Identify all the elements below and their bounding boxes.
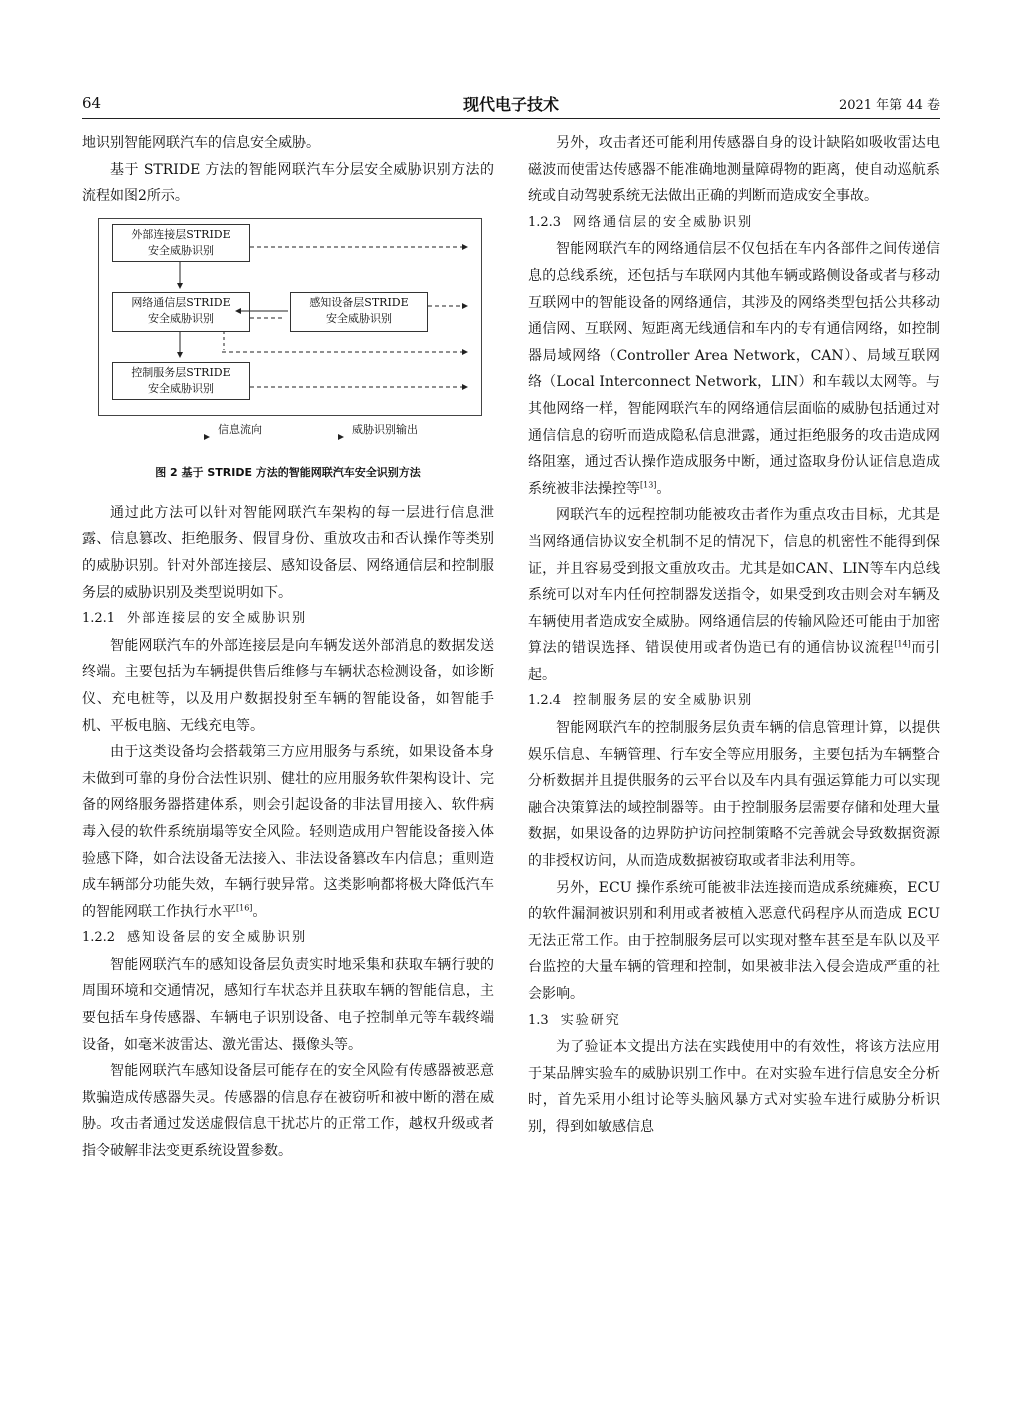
- paragraph: 地识别智能网联汽车的信息安全威胁。: [82, 135, 320, 151]
- section-number: 1.2.2: [82, 930, 116, 946]
- box-label: 安全威胁识别: [326, 311, 392, 325]
- section-number: 1.3: [528, 1012, 549, 1028]
- box-label: 控制服务层STRIDE: [131, 365, 231, 379]
- section-heading: [528, 210, 940, 237]
- box-sensing-layer: [290, 292, 428, 332]
- box-label: 安全威胁识别: [148, 311, 214, 325]
- box-network-layer: [112, 292, 250, 332]
- paragraph-text: 。: [656, 480, 671, 497]
- paragraph: [82, 739, 494, 925]
- paragraph-text: 由于这类设备均会搭载第三方应用服务与系统，如果设备本身未做到可靠的身份合法性识别、健壮的应用服务软件架构设计、完备的网络服务器搭建体系，则会引起设备的非法冒用接入、软件病毒入侵的软件系统崩塌等安全风险。轻则造成用户智能设备接入体验感下降，如合法设备无法接入、非法设备篡改车内信息；重则造成车辆部分功能失效，车辆行驶异常。这类影响都将极大降低汽车的智能网联工作执行水平: [82, 744, 494, 920]
- citation: [13]: [640, 480, 657, 490]
- paragraph: 为了验证本文提出方法在实践使用中的有效性，将该方法应用于某品牌实验车的威胁识别工作中。在对实验车进行信息安全分析时，首先采用小组讨论等头脑风暴方式对实验车进行威胁分析识别，得到如敏感信息: [528, 1039, 940, 1135]
- paragraph: 另外，ECU 操作系统可能被非法连接而造成系统瘫痪，ECU 的软件漏洞被识别和利用或者被植入恶意代码程序从而造成 ECU 无法正常工作。由于控制服务层可以实现对整车甚至是车队以及平台监控的大量车辆的管理和控制，如果被非法入侵会造成严重的社会影响。: [528, 879, 940, 1002]
- paragraph: 智能网联汽车的感知设备层负责实时地采集和获取车辆行驶的周围环境和交通情况，感知行车状态并且获取车辆的智能信息，主要包括车身传感器、车辆电子识别设备、电子控制单元等车载终端设备，如毫米波雷达、激光雷达、摄像头等。: [82, 956, 494, 1053]
- right-column: [528, 130, 940, 1141]
- section-number: 1.2.1: [82, 611, 116, 627]
- section-title: 网络通信层的安全威胁识别: [573, 214, 754, 230]
- journal-title: 现代电子技术: [462, 95, 559, 114]
- paragraph: 另外，攻击者还可能利用传感器自身的设计缺陷如吸收雷达电磁波而使雷达传感器不能准确地测量障碍物的距离，使自动巡航系统或自动驾驶系统无法做出正确的判断而造成安全事故。: [528, 135, 940, 205]
- section-heading: [82, 606, 494, 633]
- paragraph-text: 。: [252, 903, 267, 920]
- box-label: 外部连接层STRIDE: [131, 227, 231, 241]
- box-control-layer: [112, 362, 250, 400]
- citation: [16]: [236, 903, 253, 913]
- citation: [14]: [894, 639, 911, 649]
- header-rule: [82, 118, 940, 119]
- section-number: 1.2.3: [528, 214, 562, 230]
- box-label: 感知设备层STRIDE: [309, 295, 409, 309]
- issue-label: 2021 年第 44 卷: [838, 98, 940, 113]
- paragraph: 基于 STRIDE 方法的智能网联汽车分层安全威胁识别方法的流程如图2所示。: [82, 161, 494, 205]
- box-label: 安全威胁识别: [148, 381, 214, 395]
- section-heading: [528, 1008, 940, 1035]
- section-title: 实验研究: [560, 1012, 621, 1028]
- section-title: 控制服务层的安全威胁识别: [573, 693, 754, 709]
- left-column: [82, 130, 494, 1165]
- section-number: 1.2.4: [528, 693, 562, 709]
- box-label: 网络通信层STRIDE: [131, 295, 231, 309]
- paragraph-text: 智能网联汽车的网络通信层不仅包括在车内各部件之间传递信息的总线系统，还包括与车联网内其他车辆或路侧设备或者与移动互联网中的智能设备的网络通信，其涉及的网络类型包括公共移动通信网、互联网、短距离无线通信和车内的专有通信网络，如控制器局域网络（Controller Area Network，CAN）、局域互联网络（Local Interconnect Network，LIN）和车载以太网等。与其他网络一样，智能网联汽车的网络通信层面临的威胁包括通过对通信信息的窃听而造成隐私信息泄露，通过拒绝服务的攻击造成网络阻塞，通过否认操作造成服务中断，通过盗取身份认证信息造成系统被非法操控等: [528, 241, 940, 497]
- paragraph: [528, 236, 940, 502]
- paragraph-text: 而引起。: [528, 640, 941, 683]
- paragraph: [528, 502, 940, 688]
- figure-caption: 图 2 基于 STRIDE 方法的智能网联汽车安全识别方法: [155, 465, 421, 479]
- legend-flow: 信息流向: [218, 422, 262, 436]
- section-heading: [528, 688, 940, 715]
- paragraph: 通过此方法可以针对智能网联汽车架构的每一层进行信息泄露、信息篡改、拒绝服务、假冒身份、重放攻击和否认操作等类别的威胁识别。针对外部连接层、感知设备层、网络通信层和控制服务层的威胁识别及类型说明如下。: [82, 504, 494, 601]
- paragraph: 智能网联汽车感知设备层可能存在的安全风险有传感器被恶意欺骗造成传感器失灵。传感器的信息存在被窃听和被中断的潜在威胁。攻击者通过发送虚假信息干扰芯片的正常工作，越权升级或者指令破解非法变更系统设置参数。: [82, 1063, 494, 1160]
- section-title: 外部连接层的安全威胁识别: [127, 611, 308, 627]
- section-title: 感知设备层的安全威胁识别: [127, 930, 308, 946]
- box-external-layer: [112, 224, 250, 262]
- paragraph-text: 网联汽车的远程控制功能被攻击者作为重点攻击目标，尤其是当网络通信协议安全机制不足的情况下，信息的机密性不能得到保证，并且容易受到报文重放攻击。尤其是如CAN、LIN等车内总线系统可以对车内任何控制器发送指令，如果受到攻击则会对车辆及车辆使用者造成安全威胁。网络通信层的传输风险还可能由于加密算法的错误选择、错误使用或者伪造已有的通信协议流程: [528, 507, 940, 657]
- page-header: [82, 92, 940, 118]
- paragraph: 智能网联汽车的控制服务层负责车辆的信息管理计算，以提供娱乐信息、车辆管理、行车安全等应用服务，主要包括为车辆整合分析数据并且提供服务的云平台以及车内具有强运算能力可以实现融合决策算法的域控制器等。由于控制服务层需要存储和处理大量数据，如果设备的边界防护访问控制策略不完善就会导致数据资源的非授权访问，从而造成数据被窃取或者非法利用等。: [528, 720, 940, 870]
- page-number: 64: [82, 94, 102, 112]
- section-heading: [82, 925, 494, 952]
- figure-2: [82, 210, 494, 500]
- legend-output: 威胁识别输出: [352, 422, 418, 436]
- box-label: 安全威胁识别: [148, 243, 214, 257]
- paragraph: 智能网联汽车的外部连接层是向车辆发送外部消息的数据发送终端。主要包括为车辆提供售后维修与车辆状态检测设备，如诊断仪、充电桩等，以及用户数据投射至车辆的智能设备，如智能手机、平板电脑、无线充电等。: [82, 637, 494, 734]
